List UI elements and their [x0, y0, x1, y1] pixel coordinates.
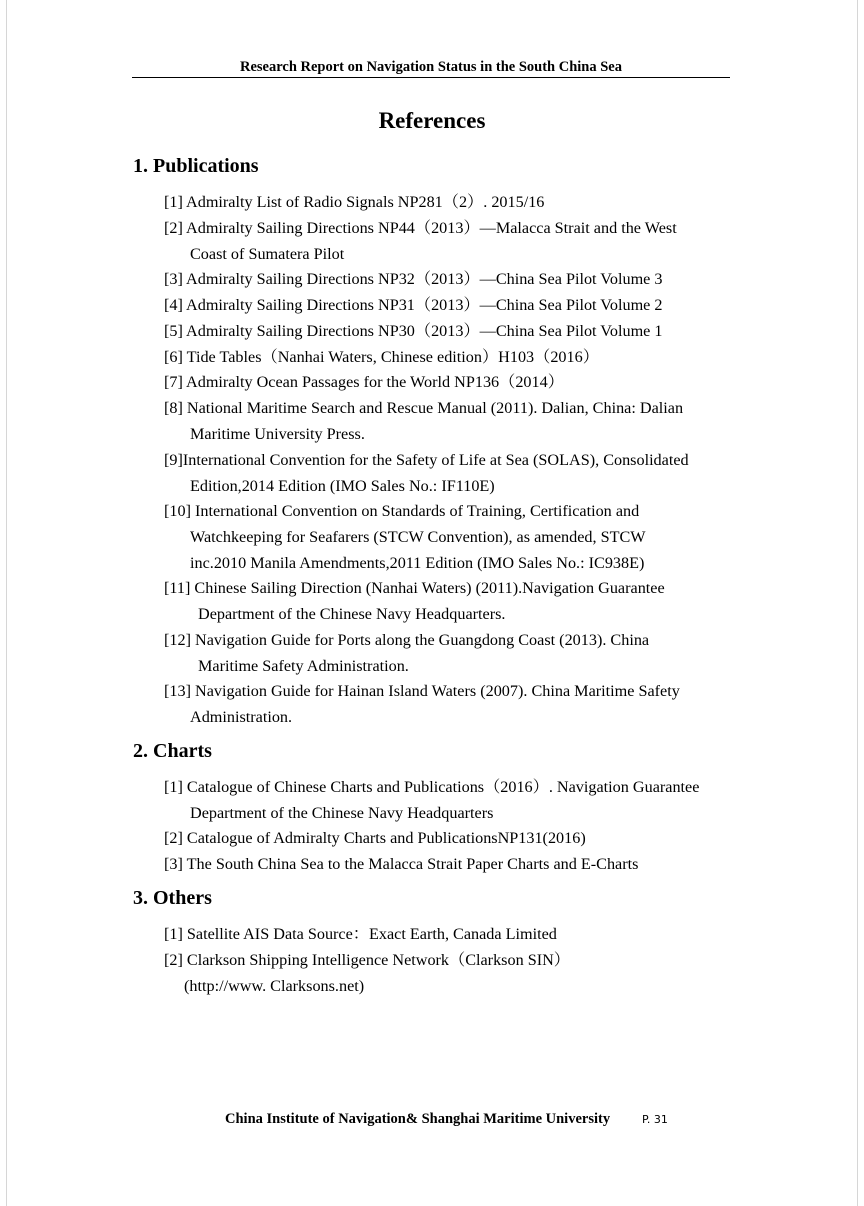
reference-item: [2] Catalogue of Admiralty Charts and PublicationsNP131(2016)	[164, 829, 586, 847]
reference-item: [2] Admiralty Sailing Directions NP44（2013）—Malacca Strait and the West Coast of Sumatera Pilot	[164, 219, 677, 263]
running-header: Research Report on Navigation Status in the South China Sea	[132, 58, 730, 78]
reference-item: [2] Clarkson Shipping Intelligence Network（Clarkson SIN）	[164, 951, 570, 969]
page-edge-right	[857, 0, 858, 1206]
reference-item: [3] The South China Sea to the Malacca Strait Paper Charts and E-Charts	[164, 855, 639, 873]
section-heading-publications: 1. Publications	[133, 155, 259, 177]
reference-item: [3] Admiralty Sailing Directions NP32（2013）—China Sea Pilot Volume 3	[164, 270, 663, 288]
reference-url: (http://www. Clarksons.net)	[184, 977, 365, 995]
page-title: References	[378, 108, 486, 133]
reference-item: [12] Navigation Guide for Ports along the Guangdong Coast (2013). China Maritime Safety Administration.	[164, 631, 650, 675]
reference-item: [6] Tide Tables（Nanhai Waters, Chinese edition）H103（2016）	[164, 348, 599, 366]
section-heading-others: 3. Others	[133, 887, 212, 909]
section-heading-charts: 2. Charts	[133, 740, 212, 762]
footer-institution: China Institute of Navigation& Shanghai Maritime University	[225, 1111, 611, 1127]
reference-item: [11] Chinese Sailing Direction (Nanhai Waters) (2011).Navigation Guarantee Department of the Chinese Navy Headquarters.	[164, 579, 665, 623]
reference-item: [1] Admiralty List of Radio Signals NP281（2）. 2015/16	[164, 193, 545, 211]
reference-item: [1] Catalogue of Chinese Charts and Publications（2016）. Navigation Guarantee Department of the Chinese Navy Headquarters	[164, 778, 700, 822]
reference-item: [9]International Convention for the Safety of Life at Sea (SOLAS), Consolidated Edition,2014 Edition (IMO Sales No.: IF110E)	[164, 451, 689, 495]
reference-item: [7] Admiralty Ocean Passages for the World NP136（2014）	[164, 373, 564, 391]
reference-item: [13] Navigation Guide for Hainan Island Waters (2007). China Maritime Safety Administration.	[164, 682, 680, 726]
page-edge-left	[6, 0, 7, 1206]
reference-item: [1] Satellite AIS Data Source：Exact Earth, Canada Limited	[164, 925, 557, 943]
reference-item: [5] Admiralty Sailing Directions NP30（2013）—China Sea Pilot Volume 1	[164, 322, 663, 340]
page-number: P. 31	[642, 1113, 668, 1126]
reference-item: [4] Admiralty Sailing Directions NP31（2013）—China Sea Pilot Volume 2	[164, 296, 663, 314]
reference-item: [8] National Maritime Search and Rescue Manual (2011). Dalian, China: Dalian Maritime University Press.	[164, 399, 684, 443]
reference-item: [10] International Convention on Standards of Training, Certification and Watchkeeping for Seafarers (STCW Convention), as amended, STCW inc.2010 Manila Amendments,2011 Edition (IMO Sales No.: IC938E)	[164, 502, 646, 572]
